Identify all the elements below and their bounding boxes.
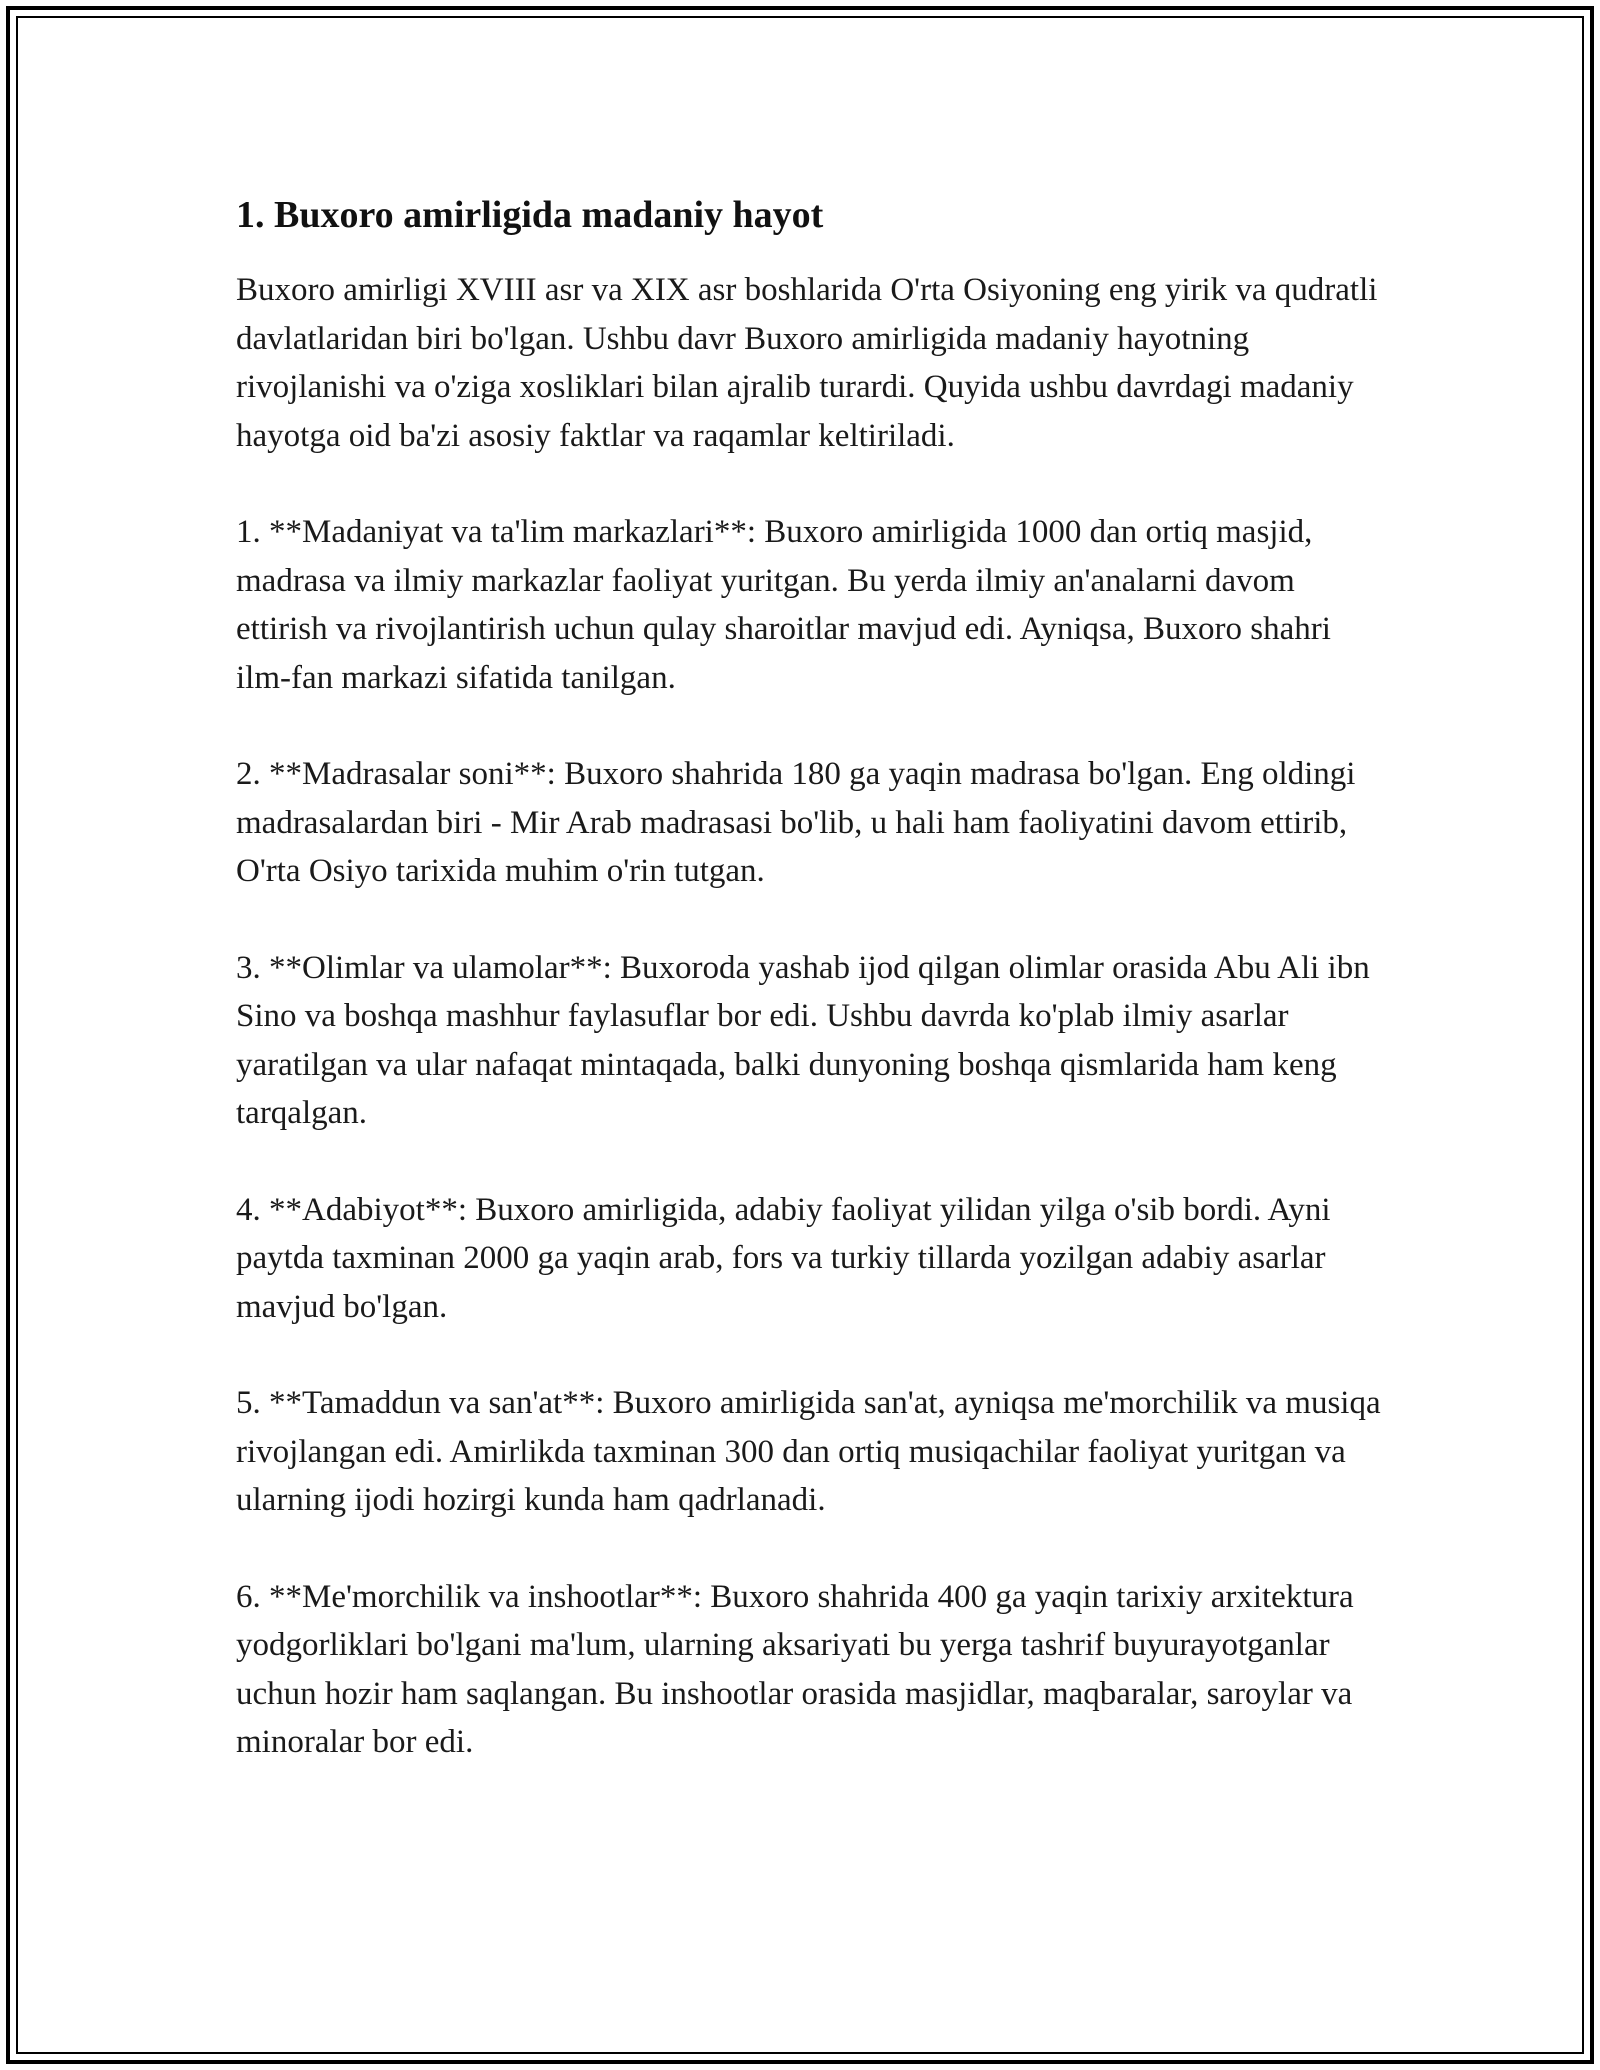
intro-paragraph: Buxoro amirligi XVIII asr va XIX asr boshlarida O'rta Osiyoning eng yirik va qudratli davlatlaridan biri bo'lgan. Ushbu davr Buxoro amirligida madaniy hayotning rivojlanishi va o'ziga xosliklari bilan ajralib turardi. Quyida ushbu davrdagi madaniy hayotga oid ba'zi asosiy faktlar va raqamlar keltiriladi. [236, 272, 1378, 454]
list-item: 2. **Madrasalar soni**: Buxoro shahrida 180 ga yaqin madrasa bo'lgan. Eng oldingi madrasalardan biri - Mir Arab madrasasi bo'lib, u hali ham faoliyatini davom ettirib, O'rta Osiyo tarixida muhim o'rin tutgan. [236, 756, 1356, 889]
list-item: 5. **Tamaddun va san'at**: Buxoro amirligida san'at, ayniqsa me'morchilik va musiqa rivojlangan edi. Amirlikda taxminan 300 dan ortiq musiqachilar faoliyat yuritgan va ularning ijodi hozirgi kunda ham qadrlanadi. [236, 1385, 1381, 1518]
list-item: 3. **Olimlar va ulamolar**: Buxoroda yashab ijod qilgan olimlar orasida Abu Ali ibn Sino va boshqa mashhur faylasuflar bor edi. Ushbu davrda ko'plab ilmiy asarlar yaratilgan va ular nafaqat mintaqada, balki dunyoning boshqa qismlarida ham keng tarqalgan. [236, 949, 1370, 1131]
document-body [236, 186, 1386, 1815]
list-item: 1. **Madaniyat va ta'lim markazlari**: Buxoro amirligida 1000 dan ortiq masjid, madrasa va ilmiy markazlar faoliyat yuritgan. Bu yerda ilmiy an'analarni davom ettirish va rivojlantirish uchun qulay sharoitlar mavjud edi. Ayniqsa, Buxoro shahri ilm-fan markazi sifatida tanilgan. [236, 514, 1331, 696]
list-item: 6. **Me'morchilik va inshootlar**: Buxoro shahrida 400 ga yaqin tarixiy arxitektura yodgorliklari bo'lgani ma'lum, ularning aksariyati bu yerga tashrif buyurayotganlar uchun hozir ham saqlangan. Bu inshootlar orasida masjidlar, maqbaralar, saroylar va minoralar bor edi. [236, 1578, 1354, 1760]
document-title: 1. Buxoro amirligida madaniy hayot [236, 194, 824, 236]
list-item: 4. **Adabiyot**: Buxoro amirligida, adabiy faoliyat yilidan yilga o'sib bordi. Ayni paytda taxminan 2000 ga yaqin arab, fors va turkiy tillarda yozilgan adabiy asarlar mavjud bo'lgan. [236, 1191, 1331, 1325]
